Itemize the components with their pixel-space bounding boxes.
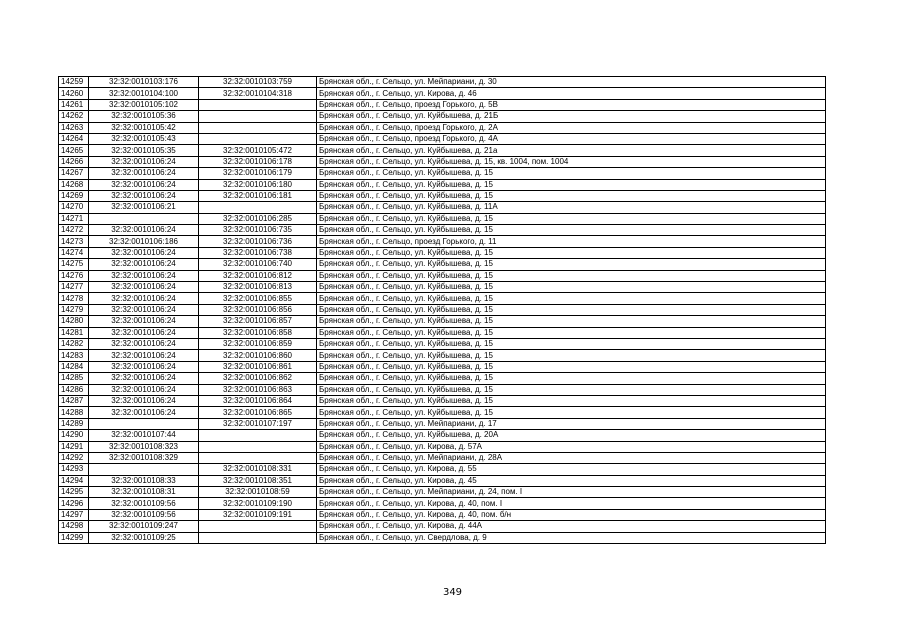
row-number-cell: 14294 <box>59 475 89 486</box>
row-number-cell: 14288 <box>59 407 89 418</box>
cadastral-number-cell: 32:32:0010106:24 <box>89 270 199 281</box>
address-cell: Брянская обл., г. Сельцо, ул. Кирова, д. 55 <box>317 464 826 475</box>
object-cadastral-number-cell <box>199 111 317 122</box>
table-row <box>59 316 826 327</box>
cadastral-number-cell: 32:32:0010106:24 <box>89 247 199 258</box>
object-cadastral-number-cell: 32:32:0010106:865 <box>199 407 317 418</box>
row-number-cell: 14295 <box>59 487 89 498</box>
row-number-cell: 14261 <box>59 99 89 110</box>
address-cell: Брянская обл., г. Сельцо, ул. Куйбышева, д. 15 <box>317 327 826 338</box>
cadastral-number-cell: 32:32:0010106:24 <box>89 156 199 167</box>
table-row <box>59 77 826 88</box>
cadastral-number-cell: 32:32:0010103:176 <box>89 77 199 88</box>
row-number-cell: 14284 <box>59 361 89 372</box>
cadastral-number-cell: 32:32:0010106:186 <box>89 236 199 247</box>
row-number-cell: 14283 <box>59 350 89 361</box>
table-row <box>59 168 826 179</box>
cadastral-number-cell: 32:32:0010106:21 <box>89 202 199 213</box>
address-cell: Брянская обл., г. Сельцо, ул. Куйбышева, д. 15 <box>317 350 826 361</box>
address-cell: Брянская обл., г. Сельцо, ул. Куйбышева, д. 15 <box>317 190 826 201</box>
cadastral-number-cell: 32:32:0010106:24 <box>89 282 199 293</box>
address-cell: Брянская обл., г. Сельцо, ул. Куйбышева, д. 15 <box>317 293 826 304</box>
row-number-cell: 14279 <box>59 304 89 315</box>
row-number-cell: 14278 <box>59 293 89 304</box>
table-row <box>59 145 826 156</box>
address-cell: Брянская обл., г. Сельцо, ул. Куйбышева, д. 11А <box>317 202 826 213</box>
object-cadastral-number-cell: 32:32:0010106:862 <box>199 373 317 384</box>
table-row <box>59 441 826 452</box>
address-cell: Брянская обл., г. Сельцо, ул. Куйбышева, д. 15 <box>317 259 826 270</box>
address-cell: Брянская обл., г. Сельцо, проезд Горького, д. 2А <box>317 122 826 133</box>
cadastral-number-cell: 32:32:0010106:24 <box>89 395 199 406</box>
table-row <box>59 156 826 167</box>
address-cell: Брянская обл., г. Сельцо, ул. Куйбышева, д. 15 <box>317 304 826 315</box>
address-cell: Брянская обл., г. Сельцо, ул. Куйбышева, д. 15 <box>317 338 826 349</box>
object-cadastral-number-cell: 32:32:0010108:331 <box>199 464 317 475</box>
registry-table-body <box>59 77 826 544</box>
object-cadastral-number-cell: 32:32:0010104:318 <box>199 88 317 99</box>
address-cell: Брянская обл., г. Сельцо, ул. Куйбышева, д. 15 <box>317 373 826 384</box>
object-cadastral-number-cell: 32:32:0010107:197 <box>199 418 317 429</box>
table-row <box>59 259 826 270</box>
object-cadastral-number-cell: 32:32:0010109:191 <box>199 509 317 520</box>
cadastral-number-cell: 32:32:0010106:24 <box>89 293 199 304</box>
object-cadastral-number-cell <box>199 452 317 463</box>
row-number-cell: 14281 <box>59 327 89 338</box>
address-cell: Брянская обл., г. Сельцо, ул. Кирова, д. 44А <box>317 521 826 532</box>
table-row <box>59 270 826 281</box>
object-cadastral-number-cell: 32:32:0010105:472 <box>199 145 317 156</box>
row-number-cell: 14277 <box>59 282 89 293</box>
address-cell: Брянская обл., г. Сельцо, ул. Свердлова, д. 9 <box>317 532 826 543</box>
row-number-cell: 14273 <box>59 236 89 247</box>
cadastral-number-cell: 32:32:0010106:24 <box>89 350 199 361</box>
row-number-cell: 14265 <box>59 145 89 156</box>
page-number: 349 <box>442 587 463 598</box>
table-row <box>59 521 826 532</box>
table-row <box>59 338 826 349</box>
object-cadastral-number-cell <box>199 430 317 441</box>
row-number-cell: 14297 <box>59 509 89 520</box>
address-cell: Брянская обл., г. Сельцо, ул. Куйбышева, д. 20А <box>317 430 826 441</box>
object-cadastral-number-cell: 32:32:0010106:738 <box>199 247 317 258</box>
row-number-cell: 14274 <box>59 247 89 258</box>
cadastral-number-cell: 32:32:0010106:24 <box>89 259 199 270</box>
address-cell: Брянская обл., г. Сельцо, ул. Куйбышева, д. 15 <box>317 361 826 372</box>
address-cell: Брянская обл., г. Сельцо, ул. Куйбышева, д. 21а <box>317 145 826 156</box>
table-row <box>59 202 826 213</box>
object-cadastral-number-cell: 32:32:0010106:181 <box>199 190 317 201</box>
table-row <box>59 395 826 406</box>
cadastral-number-cell: 32:32:0010108:329 <box>89 452 199 463</box>
object-cadastral-number-cell: 32:32:0010106:740 <box>199 259 317 270</box>
row-number-cell: 14292 <box>59 452 89 463</box>
cadastral-number-cell: 32:32:0010106:24 <box>89 373 199 384</box>
cadastral-number-cell <box>89 213 199 224</box>
cadastral-number-cell: 32:32:0010106:24 <box>89 316 199 327</box>
address-cell: Брянская обл., г. Сельцо, ул. Мейпариани, д. 17 <box>317 418 826 429</box>
object-cadastral-number-cell: 32:32:0010106:857 <box>199 316 317 327</box>
row-number-cell: 14267 <box>59 168 89 179</box>
cadastral-number-cell: 32:32:0010106:24 <box>89 361 199 372</box>
row-number-cell: 14287 <box>59 395 89 406</box>
address-cell: Брянская обл., г. Сельцо, ул. Куйбышева, д. 15 <box>317 213 826 224</box>
object-cadastral-number-cell <box>199 521 317 532</box>
table-row <box>59 350 826 361</box>
object-cadastral-number-cell: 32:32:0010109:190 <box>199 498 317 509</box>
cadastral-number-cell: 32:32:0010107:44 <box>89 430 199 441</box>
address-cell: Брянская обл., г. Сельцо, ул. Куйбышева, д. 15 <box>317 384 826 395</box>
row-number-cell: 14271 <box>59 213 89 224</box>
object-cadastral-number-cell: 32:32:0010106:285 <box>199 213 317 224</box>
cadastral-number-cell: 32:32:0010105:35 <box>89 145 199 156</box>
registry-table <box>58 76 826 544</box>
cadastral-number-cell: 32:32:0010106:24 <box>89 168 199 179</box>
cadastral-number-cell: 32:32:0010109:56 <box>89 509 199 520</box>
table-row <box>59 509 826 520</box>
address-cell: Брянская обл., г. Сельцо, ул. Мейпариани, д. 28А <box>317 452 826 463</box>
row-number-cell: 14290 <box>59 430 89 441</box>
address-cell: Брянская обл., г. Сельцо, ул. Кирова, д. 40, пом. I <box>317 498 826 509</box>
row-number-cell: 14298 <box>59 521 89 532</box>
object-cadastral-number-cell: 32:32:0010106:179 <box>199 168 317 179</box>
row-number-cell: 14272 <box>59 225 89 236</box>
row-number-cell: 14276 <box>59 270 89 281</box>
address-cell: Брянская обл., г. Сельцо, ул. Куйбышева, д. 15 <box>317 179 826 190</box>
cadastral-number-cell: 32:32:0010106:24 <box>89 384 199 395</box>
cadastral-number-cell: 32:32:0010106:24 <box>89 225 199 236</box>
table-row <box>59 99 826 110</box>
table-row <box>59 430 826 441</box>
cadastral-number-cell: 32:32:0010105:43 <box>89 133 199 144</box>
address-cell: Брянская обл., г. Сельцо, ул. Куйбышева, д. 15 <box>317 270 826 281</box>
table-row <box>59 247 826 258</box>
cadastral-number-cell: 32:32:0010108:33 <box>89 475 199 486</box>
object-cadastral-number-cell: 32:32:0010106:736 <box>199 236 317 247</box>
address-cell: Брянская обл., г. Сельцо, ул. Куйбышева, д. 15 <box>317 407 826 418</box>
table-row <box>59 304 826 315</box>
address-cell: Брянская обл., г. Сельцо, ул. Куйбышева, д. 15, кв. 1004, пом. 1004 <box>317 156 826 167</box>
address-cell: Брянская обл., г. Сельцо, ул. Кирова, д. 45 <box>317 475 826 486</box>
address-cell: Брянская обл., г. Сельцо, ул. Кирова, д. 57А <box>317 441 826 452</box>
cadastral-number-cell: 32:32:0010109:247 <box>89 521 199 532</box>
table-row <box>59 190 826 201</box>
table-row <box>59 111 826 122</box>
cadastral-number-cell: 32:32:0010105:36 <box>89 111 199 122</box>
cadastral-number-cell <box>89 464 199 475</box>
cadastral-number-cell: 32:32:0010106:24 <box>89 407 199 418</box>
row-number-cell: 14260 <box>59 88 89 99</box>
address-cell: Брянская обл., г. Сельцо, проезд Горького, д. 5В <box>317 99 826 110</box>
row-number-cell: 14262 <box>59 111 89 122</box>
address-cell: Брянская обл., г. Сельцо, ул. Кирова, д. 40, пом. б/н <box>317 509 826 520</box>
table-row <box>59 361 826 372</box>
address-cell: Брянская обл., г. Сельцо, ул. Кирова, д. 46 <box>317 88 826 99</box>
cadastral-number-cell: 32:32:0010106:24 <box>89 304 199 315</box>
table-row <box>59 293 826 304</box>
row-number-cell: 14280 <box>59 316 89 327</box>
cadastral-number-cell: 32:32:0010104:100 <box>89 88 199 99</box>
row-number-cell: 14296 <box>59 498 89 509</box>
object-cadastral-number-cell <box>199 99 317 110</box>
object-cadastral-number-cell: 32:32:0010106:863 <box>199 384 317 395</box>
cadastral-number-cell: 32:32:0010105:102 <box>89 99 199 110</box>
object-cadastral-number-cell: 32:32:0010106:859 <box>199 338 317 349</box>
address-cell: Брянская обл., г. Сельцо, ул. Куйбышева, д. 15 <box>317 168 826 179</box>
table-row <box>59 225 826 236</box>
address-cell: Брянская обл., г. Сельцо, ул. Мейпариани, д. 30 <box>317 77 826 88</box>
cadastral-number-cell: 32:32:0010109:25 <box>89 532 199 543</box>
address-cell: Брянская обл., г. Сельцо, ул. Куйбышева, д. 15 <box>317 395 826 406</box>
object-cadastral-number-cell: 32:32:0010108:351 <box>199 475 317 486</box>
address-cell: Брянская обл., г. Сельцо, ул. Мейпариани, д. 24, пом. I <box>317 487 826 498</box>
object-cadastral-number-cell: 32:32:0010106:180 <box>199 179 317 190</box>
row-number-cell: 14264 <box>59 133 89 144</box>
object-cadastral-number-cell <box>199 202 317 213</box>
object-cadastral-number-cell: 32:32:0010106:813 <box>199 282 317 293</box>
object-cadastral-number-cell: 32:32:0010106:855 <box>199 293 317 304</box>
cadastral-number-cell: 32:32:0010106:24 <box>89 338 199 349</box>
row-number-cell: 14289 <box>59 418 89 429</box>
row-number-cell: 14285 <box>59 373 89 384</box>
table-row <box>59 418 826 429</box>
object-cadastral-number-cell: 32:32:0010106:860 <box>199 350 317 361</box>
address-cell: Брянская обл., г. Сельцо, ул. Куйбышева, д. 15 <box>317 316 826 327</box>
cadastral-number-cell: 32:32:0010105:42 <box>89 122 199 133</box>
table-row <box>59 327 826 338</box>
table-row <box>59 282 826 293</box>
table-row <box>59 236 826 247</box>
object-cadastral-number-cell: 32:32:0010106:861 <box>199 361 317 372</box>
row-number-cell: 14275 <box>59 259 89 270</box>
row-number-cell: 14268 <box>59 179 89 190</box>
object-cadastral-number-cell: 32:32:0010106:178 <box>199 156 317 167</box>
object-cadastral-number-cell: 32:32:0010108:59 <box>199 487 317 498</box>
cadastral-number-cell: 32:32:0010106:24 <box>89 327 199 338</box>
row-number-cell: 14291 <box>59 441 89 452</box>
address-cell: Брянская обл., г. Сельцо, ул. Куйбышева, д. 15 <box>317 247 826 258</box>
address-cell: Брянская обл., г. Сельцо, проезд Горького, д. 4А <box>317 133 826 144</box>
table-row <box>59 88 826 99</box>
object-cadastral-number-cell <box>199 441 317 452</box>
table-row <box>59 407 826 418</box>
row-number-cell: 14299 <box>59 532 89 543</box>
table-row <box>59 452 826 463</box>
cadastral-number-cell: 32:32:0010108:323 <box>89 441 199 452</box>
cadastral-number-cell: 32:32:0010109:56 <box>89 498 199 509</box>
row-number-cell: 14259 <box>59 77 89 88</box>
row-number-cell: 14266 <box>59 156 89 167</box>
table-row <box>59 475 826 486</box>
cadastral-number-cell <box>89 418 199 429</box>
table-row <box>59 213 826 224</box>
cadastral-number-cell: 32:32:0010106:24 <box>89 179 199 190</box>
object-cadastral-number-cell <box>199 122 317 133</box>
table-row <box>59 532 826 543</box>
cadastral-number-cell: 32:32:0010106:24 <box>89 190 199 201</box>
table-row <box>59 384 826 395</box>
object-cadastral-number-cell: 32:32:0010103:759 <box>199 77 317 88</box>
row-number-cell: 14269 <box>59 190 89 201</box>
row-number-cell: 14270 <box>59 202 89 213</box>
table-row <box>59 179 826 190</box>
table-row <box>59 122 826 133</box>
table-row <box>59 133 826 144</box>
row-number-cell: 14286 <box>59 384 89 395</box>
object-cadastral-number-cell <box>199 532 317 543</box>
row-number-cell: 14282 <box>59 338 89 349</box>
table-row <box>59 498 826 509</box>
row-number-cell: 14263 <box>59 122 89 133</box>
table-row <box>59 373 826 384</box>
object-cadastral-number-cell: 32:32:0010106:858 <box>199 327 317 338</box>
address-cell: Брянская обл., г. Сельцо, ул. Куйбышева, д. 15 <box>317 225 826 236</box>
object-cadastral-number-cell: 32:32:0010106:856 <box>199 304 317 315</box>
cadastral-number-cell: 32:32:0010108:31 <box>89 487 199 498</box>
table-row <box>59 487 826 498</box>
table-row <box>59 464 826 475</box>
row-number-cell: 14293 <box>59 464 89 475</box>
address-cell: Брянская обл., г. Сельцо, ул. Куйбышева, д. 21Б <box>317 111 826 122</box>
address-cell: Брянская обл., г. Сельцо, ул. Куйбышева, д. 15 <box>317 282 826 293</box>
object-cadastral-number-cell <box>199 133 317 144</box>
object-cadastral-number-cell: 32:32:0010106:812 <box>199 270 317 281</box>
address-cell: Брянская обл., г. Сельцо, проезд Горького, д. 11 <box>317 236 826 247</box>
object-cadastral-number-cell: 32:32:0010106:864 <box>199 395 317 406</box>
object-cadastral-number-cell: 32:32:0010106:735 <box>199 225 317 236</box>
